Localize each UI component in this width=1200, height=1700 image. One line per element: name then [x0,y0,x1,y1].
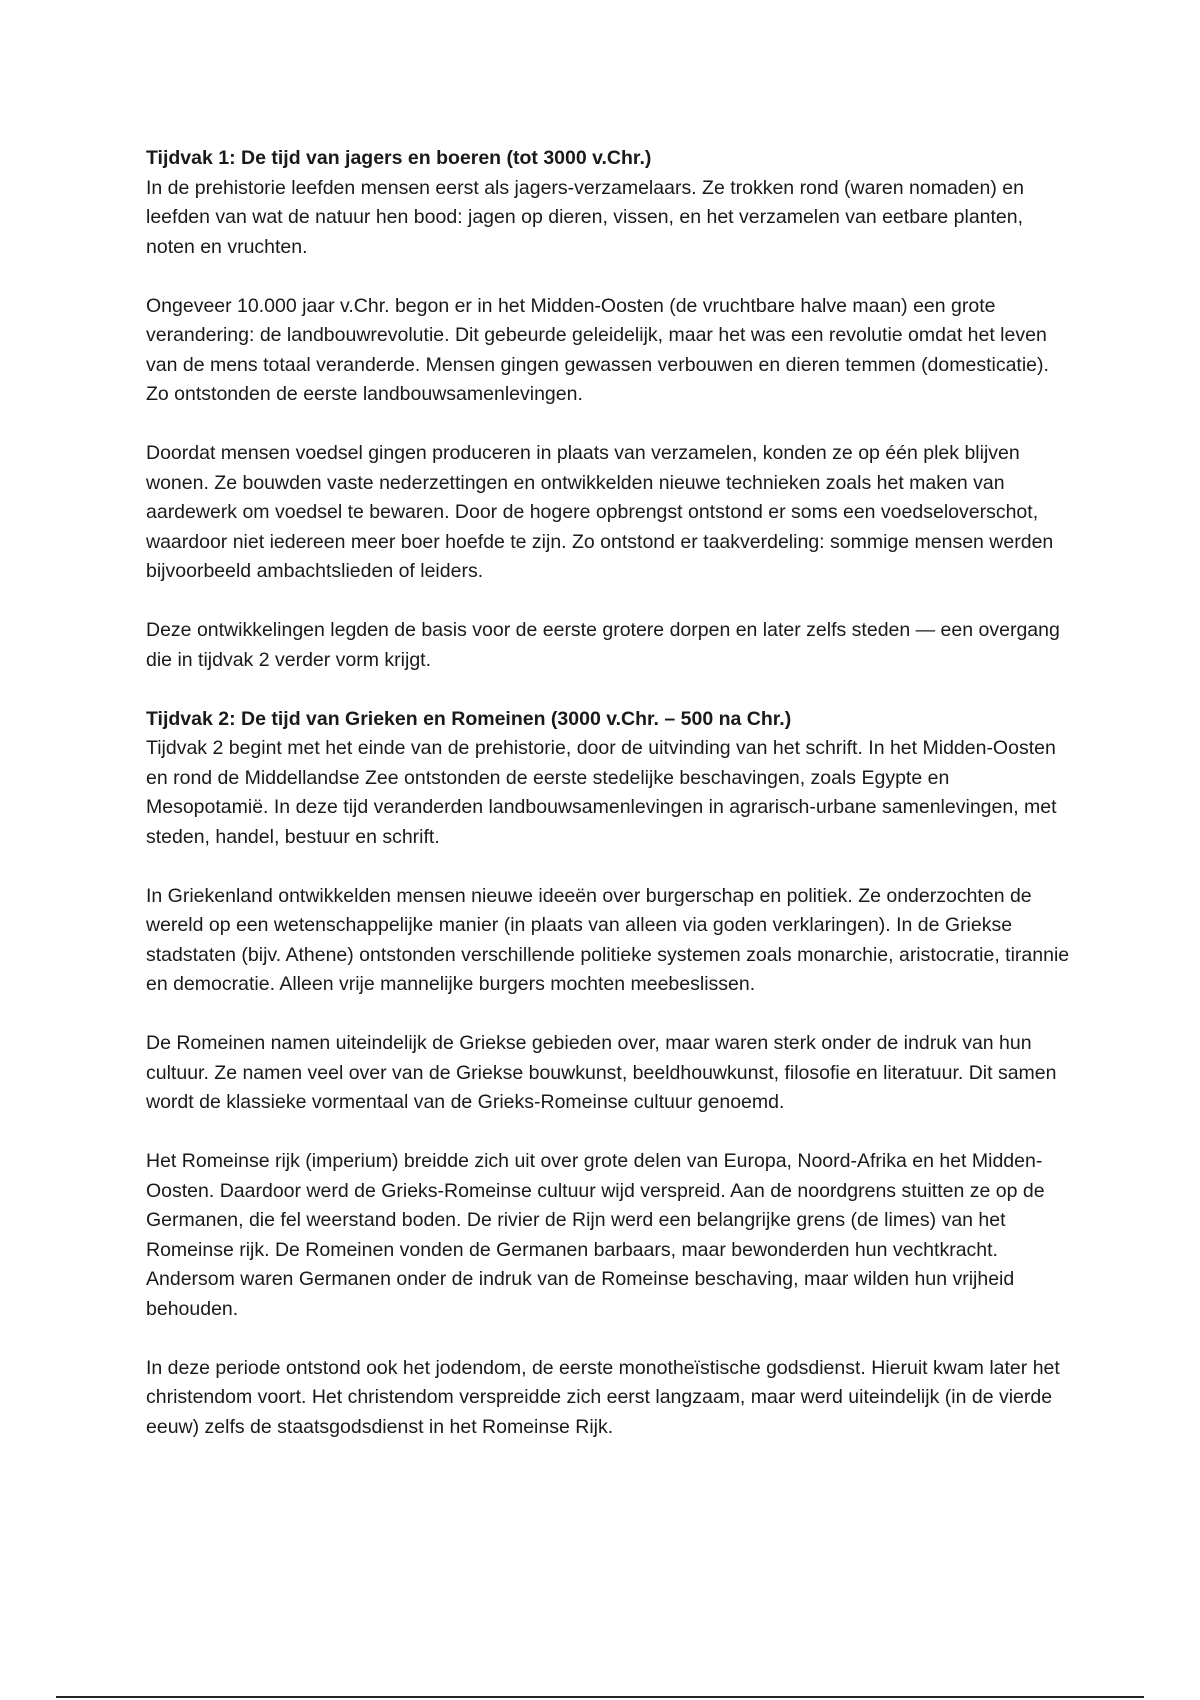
section-heading: Tijdvak 1: De tijd van jagers en boeren (tot 3000 v.Chr.) [146,147,652,169]
paragraph: Tijdvak 2 begint met het einde van de prehistorie, door de uitvinding van het schrift. In het Midden-Oosten en rond de Middellandse Zee ontstonden de eerste stedelijke beschavingen, zoals Egypte en Mesopotamië. In deze tijd veranderden landbouwsamenlevingen in agrarisch-urbane samenlevingen, met steden, handel, bestuur en schrift. [146,737,1057,848]
section-tijdvak-1 [146,144,1076,675]
paragraph: De Romeinen namen uiteindelijk de Griekse gebieden over, maar waren sterk onder de indruk van hun cultuur. Ze namen veel over van de Griekse bouwkunst, beeldhouwkunst, filosofie en literatuur. Dit samen wordt de klassieke vormentaal van de Grieks-Romeinse cultuur genoemd. [146,1032,1057,1113]
section-heading: Tijdvak 2: De tijd van Grieken en Romeinen (3000 v.Chr. – 500 na Chr.) [146,707,792,730]
paragraph: Deze ontwikkelingen legden de basis voor de eerste grotere dorpen en later zelfs steden — een overgang die in tijdvak 2 verder vorm krijgt. [146,619,1060,671]
document-page [146,144,1076,1472]
paragraph: In Griekenland ontwikkelden mensen nieuwe ideeën over burgerschap en politiek. Ze onderzochten de wereld op een wetenschappelijke manier (in plaats van alleen via goden verklaringen). In de Griekse stadstaten (bijv. Athene) ontstonden verschillende politieke systemen zoals monarchie, aristocratie, tirannie en democratie. Alleen vrije mannelijke burgers mochten meebeslissen. [146,884,1070,995]
section-tijdvak-2 [146,705,1076,1443]
page-bottom-divider [56,1696,1144,1698]
paragraph: Ongeveer 10.000 jaar v.Chr. begon er in het Midden-Oosten (de vruchtbare halve maan) een grote verandering: de landbouwrevolutie. Dit gebeurde geleidelijk, maar het was een revolutie omdat het leven van de mens totaal veranderde. Mensen gingen gewassen verbouwen en dieren temmen (domesticatie). Zo ontstonden de eerste landbouwsamenlevingen. [146,294,1049,405]
paragraph: Het Romeinse rijk (imperium) breidde zich uit over grote delen van Europa, Noord-Afrika en het Midden-Oosten. Daardoor werd de Grieks-Romeinse cultuur wijd verspreid. Aan de noordgrens stuitten ze op de Germanen, die fel weerstand boden. De rivier de Rijn werd een belangrijke grens (de limes) van het Romeinse rijk. De Romeinen vonden de Germanen barbaars, maar bewonderden hun vechtkracht. Andersom waren Germanen onder de indruk van de Romeinse beschaving, maar wilden hun vrijheid behouden. [146,1150,1045,1320]
paragraph: In de prehistorie leefden mensen eerst als jagers-verzamelaars. Ze trokken rond (waren nomaden) en leefden van wat de natuur hen bood: jagen op dieren, vissen, en het verzamelen van eetbare planten, noten en vruchten. [146,176,1024,258]
paragraph: In deze periode ontstond ook het jodendom, de eerste monotheïstische godsdienst. Hieruit kwam later het christendom voort. Het christendom verspreidde zich eerst langzaam, maar werd uiteindelijk (in de vierde eeuw) zelfs de staatsgodsdienst in het Romeinse Rijk. [146,1356,1060,1438]
paragraph: Doordat mensen voedsel gingen produceren in plaats van verzamelen, konden ze op één plek blijven wonen. Ze bouwden vaste nederzettingen en ontwikkelden nieuwe technieken zoals het maken van aardewerk om voedsel te bewaren. Door de hogere opbrengst ontstond er soms een voedseloverschot, waardoor niet iedereen meer boer hoefde te zijn. Zo ontstond er taakverdeling: sommige mensen werden bijvoorbeeld ambachtslieden of leiders. [146,442,1054,582]
